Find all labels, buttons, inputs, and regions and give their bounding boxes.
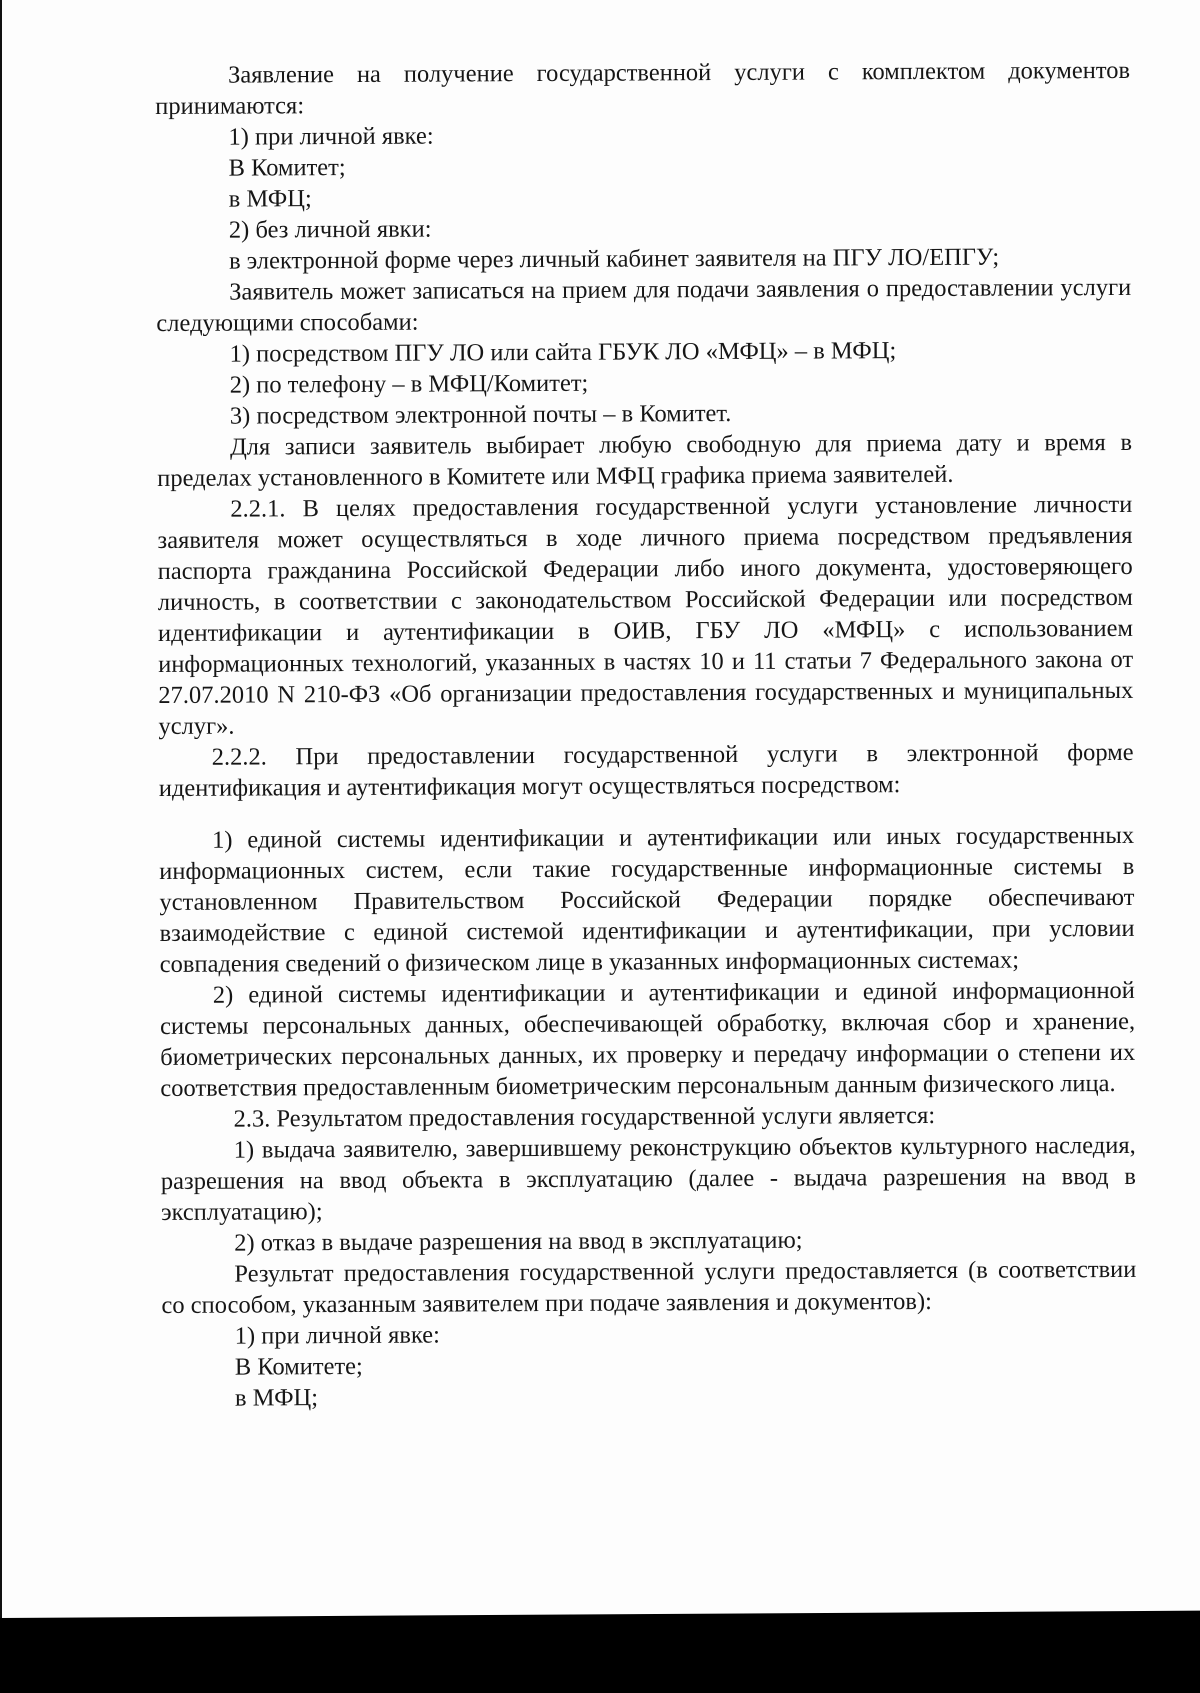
paragraph: В Комитете; bbox=[234, 1352, 363, 1381]
paragraph: 1) посредством ПГУ ЛО или сайта ГБУК ЛО «МФЦ» – в МФЦ; bbox=[229, 337, 897, 368]
paragraph: 2.3. Результатом предоставления государственной услуги является: bbox=[233, 1101, 936, 1133]
paragraph: 2.2.1. В целях предоставления государственной услуги установление личности заявителя может осуществляться в ходе личного приема посредством предъявления паспорта гражданина Российской Федерации либо иного документа, удостоверяющего личность, в соответствии с законодательством Российской Федерации или посредством идентификации и аутентификации в ОИВ, ГБУ ЛО «МФЦ» с использованием информационных технологий, указанных в частях 10 и 11 статьи 7 Федерального закона от 27.07.2010 N 210-ФЗ «Об организации предоставления государственных и муниципальных услуг». bbox=[157, 490, 1134, 740]
scan-left-edge bbox=[0, 0, 2, 1620]
paragraph: В Комитет; bbox=[228, 154, 346, 182]
paragraph: 1) при личной явке: bbox=[234, 1321, 440, 1350]
paragraph: Для записи заявитель выбирает любую свободную для приема дату и время в пределах установленного в Комитете или МФЦ графика приема заявителей. bbox=[157, 428, 1133, 492]
paragraph: 2) единой системы идентификации и аутентификации и единой информационной системы персональных данных, обеспечивающей обработку, включая сбор и хранение, биометрических персональных данных, их проверку и передачу информации о степени их соответствия предоставленным биометрическим персональным данным физического лица. bbox=[159, 976, 1136, 1102]
paragraph: 1) единой системы идентификации и аутентификации или иных государственных информационных систем, если такие государственные информационные системы в установленном Правительством Российской Федерации порядке обеспечивают взаимодействие с единой системой идентификации и аутентификации, при условии совпадения сведений о физическом лице в указанных информационных системах; bbox=[159, 821, 1135, 978]
document-body bbox=[155, 55, 1137, 1414]
paragraph: 2) отказ в выдаче разрешения на ввод в эксплуатацию; bbox=[234, 1226, 803, 1257]
paragraph: 1) выдача заявителю, завершившему реконструкцию объектов культурного наследия, разрешения на ввод объекта в эксплуатацию (далее - выдача разрешения на ввод в эксплуатацию); bbox=[160, 1131, 1136, 1226]
paragraph: Результат предоставления государственной услуги предоставляется (в соответствии со способом, указанным заявителем при подаче заявления и документов): bbox=[161, 1255, 1137, 1319]
paragraph: в электронной форме через личный кабинет заявителя на ПГУ ЛО/ЕПГУ; bbox=[228, 243, 1000, 275]
paragraph: 1) при личной явке: bbox=[228, 122, 434, 151]
paragraph: 2.2.2. При предоставлении государственной услуги в электронной форме идентификация и аутентификация могут осуществляться посредством: bbox=[158, 738, 1134, 802]
paragraph: 2) без личной явки: bbox=[228, 215, 432, 244]
paragraph: 2) по телефону – в МФЦ/Комитет; bbox=[229, 369, 589, 399]
paragraph: в МФЦ; bbox=[228, 185, 312, 213]
paragraph: в МФЦ; bbox=[234, 1384, 319, 1412]
paragraph: 3) посредством электронной почты – в Комитет. bbox=[229, 399, 732, 430]
paragraph: Заявитель может записаться на прием для подачи заявления о предоставлении услуги следующими способами: bbox=[156, 273, 1132, 337]
paragraph: Заявление на получение государственной услуги с комплектом документов принимаются: bbox=[155, 56, 1131, 120]
scan-bottom-shadow-fill bbox=[0, 1636, 1200, 1693]
